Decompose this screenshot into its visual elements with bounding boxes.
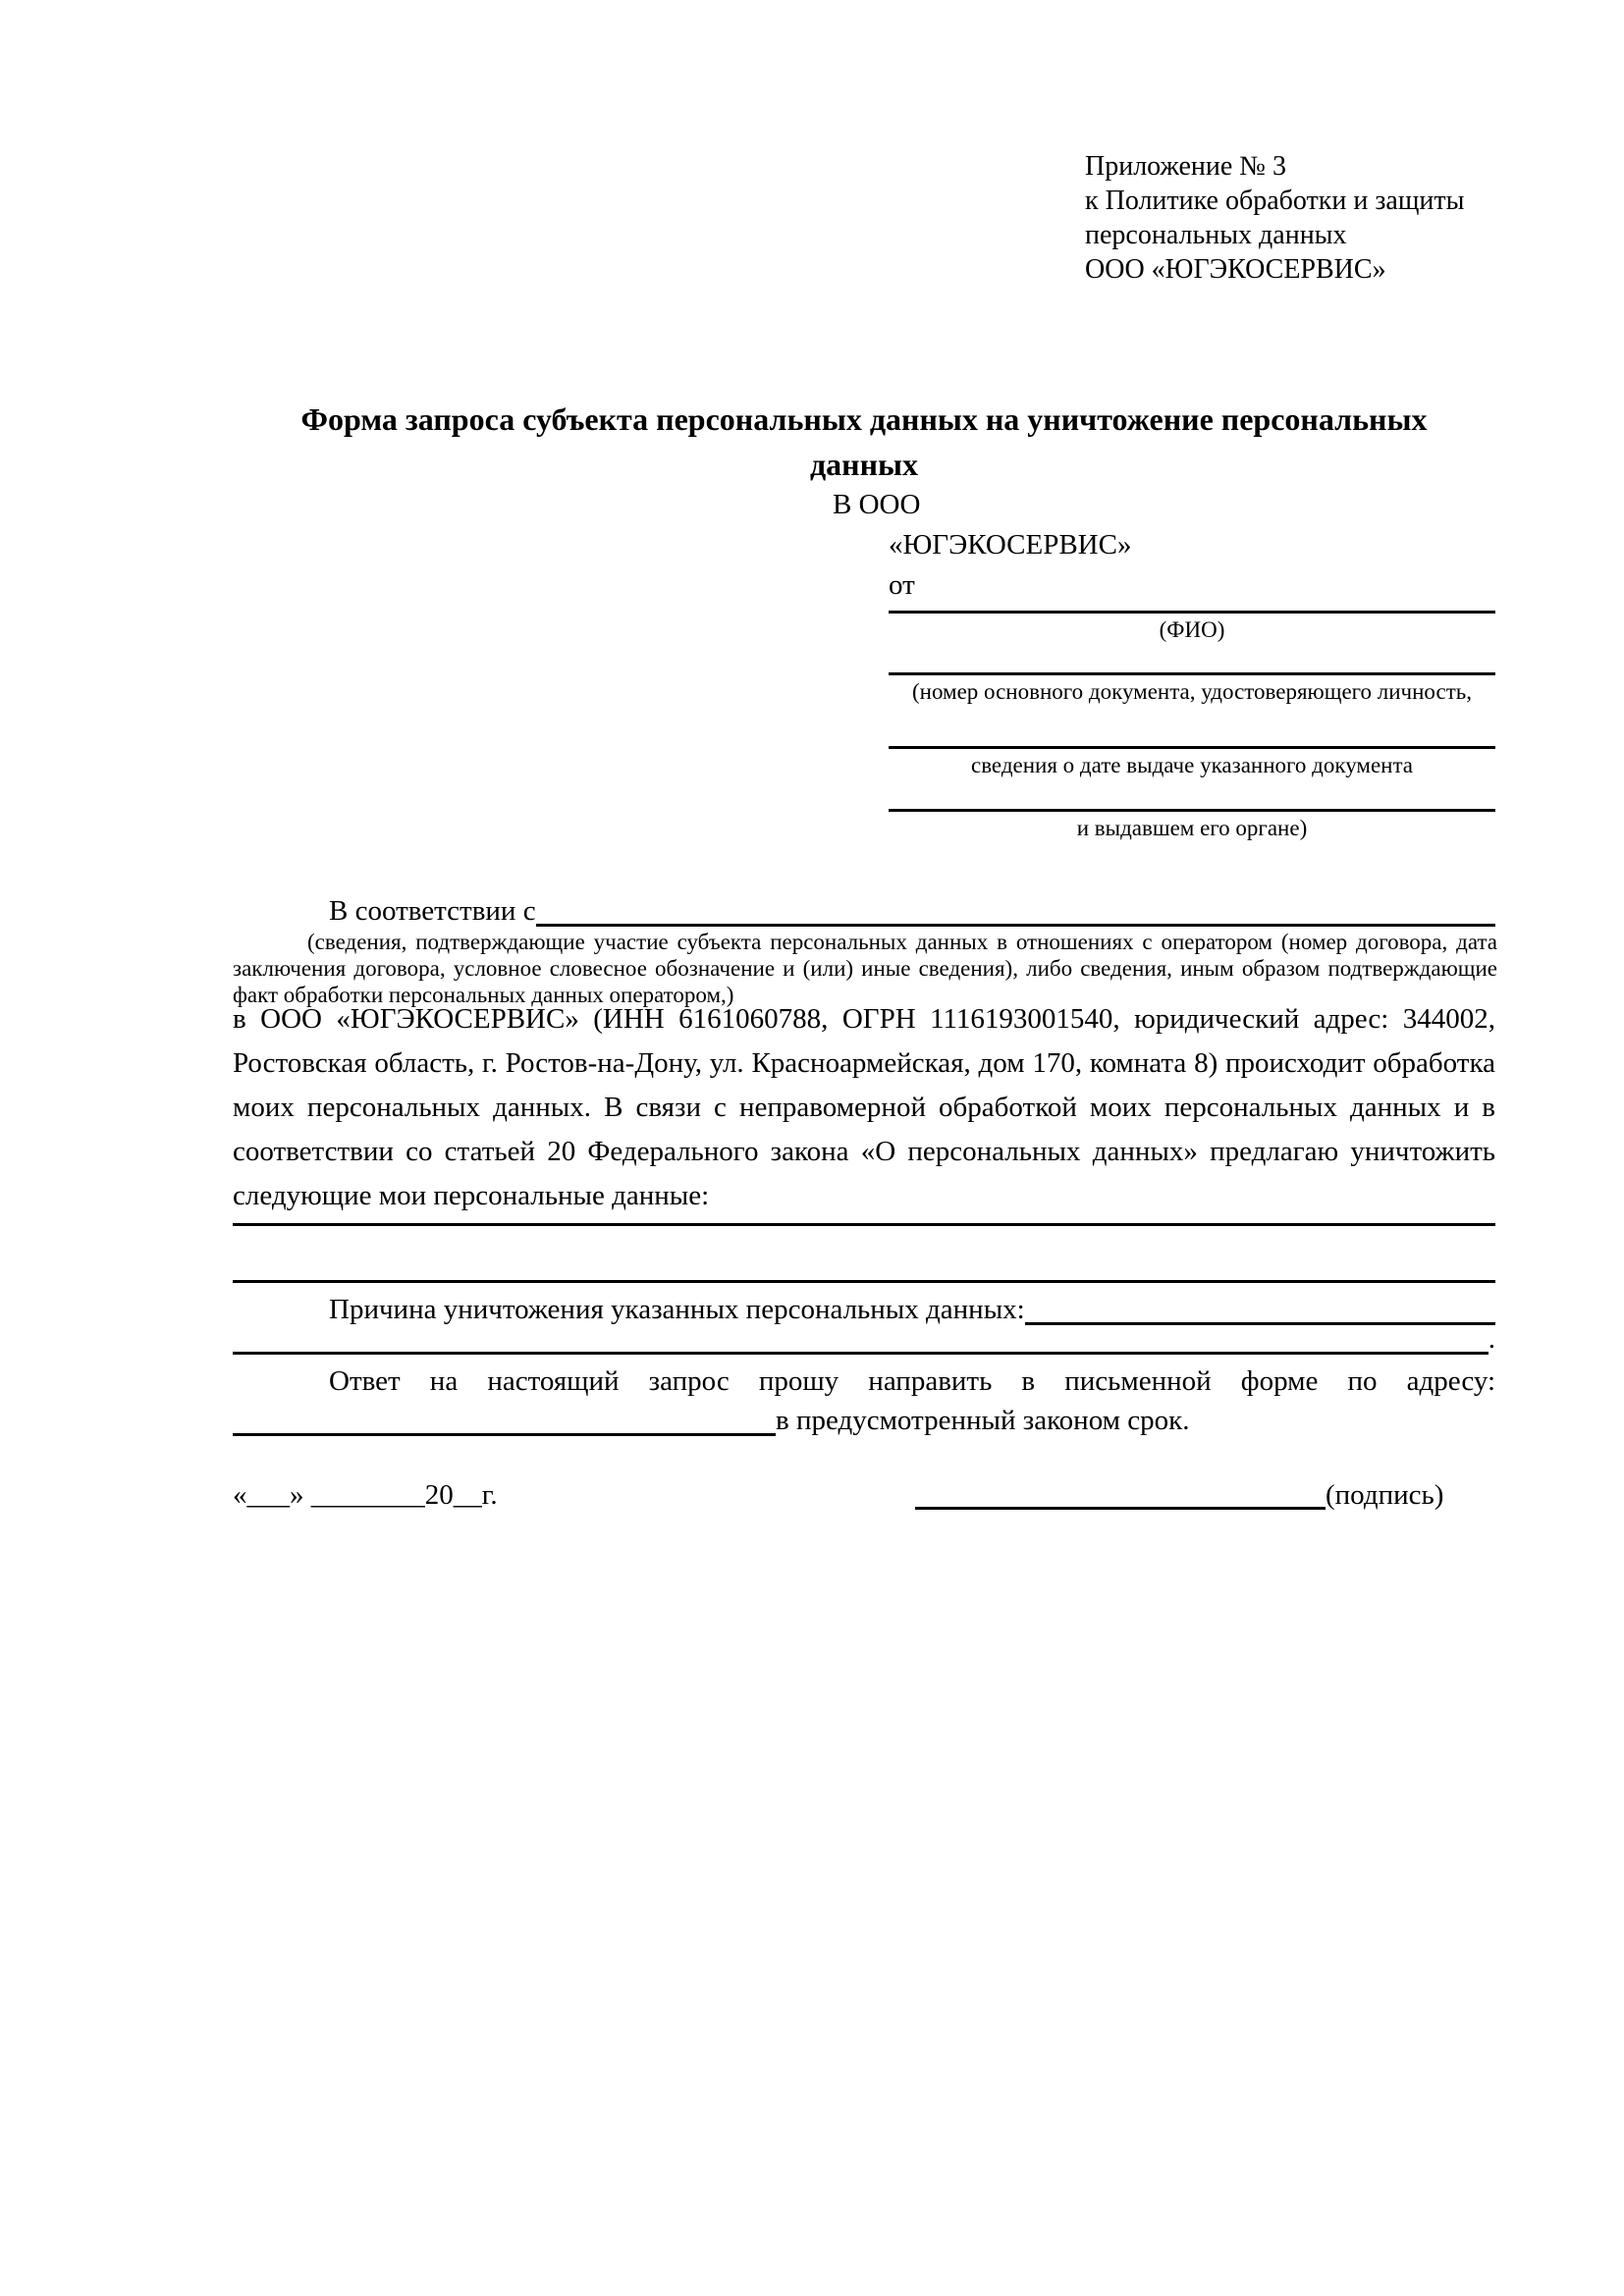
addressee-org-name: «ЮГЭКОСЕРВИС» <box>889 529 1132 561</box>
answer-request-paragraph: Ответ на настоящий запрос прошу направить в письменной форме по адресу: <box>329 1365 1495 1397</box>
reason-blank-line-2 <box>233 1322 1489 1355</box>
appendix-line: Приложение № 3 <box>1085 151 1286 182</box>
appendix-line: к Политике обработки и защиты <box>1085 186 1465 216</box>
document-number-blank-line <box>889 672 1495 675</box>
small-print-note: (сведения, подтверждающие участие субъекта персональных данных в отношениях с оператором (номер договора, дата заключения договора, условное словесное обозначение и (или) иные сведения), либо сведения, иным образом подтверждающие факт обработки персональных данных оператором,) <box>233 930 1497 1007</box>
fio-blank-line <box>889 611 1495 614</box>
document-issue-date-blank-line <box>889 746 1495 749</box>
data-blank-line-2 <box>233 1280 1495 1283</box>
signature-row <box>915 1478 1461 1514</box>
document-issue-date-caption: сведения о дате выдаче указанного документа <box>970 753 1414 777</box>
addressee-from-label: от <box>889 569 915 601</box>
fio-caption: (ФИО) <box>1159 617 1225 642</box>
accordance-prefix: В соответствии с <box>329 895 536 927</box>
reason-label: Причина уничтожения указанных персональных данных: <box>329 1294 1025 1325</box>
document-issuer-blank-line <box>889 809 1495 812</box>
address-blank-line <box>233 1404 776 1436</box>
document-issuer-caption: и выдавшем его органе) <box>1076 816 1308 840</box>
reason-continuation-row <box>233 1322 1495 1358</box>
addressee-to-label: В ООО <box>833 489 921 520</box>
page-title: Форма запроса субъекта персональных данных на уничтожение персональных данных <box>300 401 1428 482</box>
accordance-blank-line <box>536 894 1495 927</box>
appendix-line: ООО «ЮГЭКОСЕРВИС» <box>1085 254 1386 285</box>
reason-blank-line <box>1025 1293 1495 1325</box>
signature-blank-line <box>915 1478 1326 1510</box>
signature-caption: (подпись) <box>1326 1479 1444 1511</box>
date-placeholder: «___» ________20__г. <box>233 1479 498 1511</box>
body-paragraph: в ООО «ЮГЭКОСЕРВИС» (ИНН 6161060788, ОГРН 1116193001540, юридический адрес: 344002, Ростовская область, г. Ростов-на-Дону, ул. Красноармейская, дом 170, комната 8) происходит обработка моих персональных данных. В связи с неправомерной обработкой моих персональных данных и в соответствии со статьей 20 Федерального закона «О персональных данных» предлагаю уничтожить следующие мои персональные данные: <box>233 1003 1495 1211</box>
appendix-note <box>1085 149 1464 287</box>
appendix-line: персональных данных <box>1085 220 1347 250</box>
data-blank-line-1 <box>233 1223 1495 1226</box>
reason-period: . <box>1488 1323 1495 1355</box>
accordance-row <box>233 894 1495 930</box>
answer-suffix: в предусмотренный законом срок. <box>776 1405 1190 1436</box>
document-number-caption: (номер основного документа, удостоверяющего личность, <box>911 679 1472 704</box>
answer-address-row <box>233 1404 1495 1439</box>
